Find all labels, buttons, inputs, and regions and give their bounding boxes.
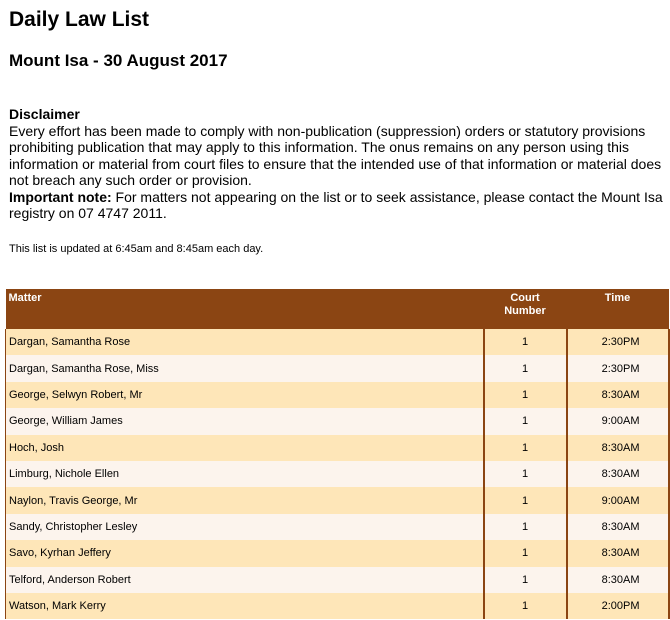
- court-header-line2: Number: [504, 305, 546, 317]
- court-number-cell: 1: [484, 435, 567, 461]
- disclaimer-text: Every effort has been made to comply with non-publication (suppression) orders or statutory provisions prohibiting publication that may apply to this information. The onus remains on any person using this information or material from court files to ensure that the intended use of that information or material does not breach any such order or provision.: [9, 122, 662, 188]
- time-cell: 2:30PM: [567, 329, 669, 355]
- disclaimer-heading: Disclaimer: [9, 106, 80, 122]
- table-row: [6, 487, 669, 513]
- matter-cell: Sandy, Christopher Lesley: [6, 514, 484, 540]
- table-row: [6, 567, 669, 593]
- court-number-cell: 1: [484, 408, 567, 434]
- column-header-time: Time: [567, 289, 669, 329]
- time-cell: 8:30AM: [567, 382, 669, 408]
- matter-cell: Dargan, Samantha Rose: [6, 329, 484, 355]
- time-cell: 8:30AM: [567, 461, 669, 487]
- update-note: This list is updated at 6:45am and 8:45am each day.: [9, 242, 264, 255]
- court-number-cell: 1: [484, 329, 567, 355]
- matter-cell: Watson, Mark Kerry: [6, 593, 484, 619]
- table-row: [6, 461, 669, 487]
- court-number-cell: 1: [484, 567, 567, 593]
- matter-cell: Telford, Anderson Robert: [6, 567, 484, 593]
- matter-cell: Dargan, Samantha Rose, Miss: [6, 355, 484, 381]
- time-cell: 8:30AM: [567, 567, 669, 593]
- important-note-text: For matters not appearing on the list or to seek assistance, please contact the Mount Isa registry on 07 4747 2011.: [9, 188, 663, 221]
- time-cell: 2:00PM: [567, 593, 669, 619]
- time-cell: 8:30AM: [567, 540, 669, 566]
- table-row: [6, 329, 669, 355]
- column-header-matter: Matter: [6, 289, 484, 329]
- important-note: [9, 189, 669, 222]
- court-number-cell: 1: [484, 355, 567, 381]
- table-row: [6, 540, 669, 566]
- time-cell: 9:00AM: [567, 487, 669, 513]
- table-body: [6, 329, 669, 619]
- court-header-line1: Court: [510, 292, 540, 304]
- time-cell: 2:30PM: [567, 355, 669, 381]
- matter-cell: George, William James: [6, 408, 484, 434]
- table-row: [6, 355, 669, 381]
- time-cell: 8:30AM: [567, 514, 669, 540]
- court-number-cell: 1: [484, 461, 567, 487]
- court-number-cell: 1: [484, 540, 567, 566]
- court-number-cell: 1: [484, 593, 567, 619]
- matter-cell: Savo, Kyrhan Jeffery: [6, 540, 484, 566]
- matter-cell: George, Selwyn Robert, Mr: [6, 382, 484, 408]
- court-number-cell: 1: [484, 487, 567, 513]
- page-content: [9, 6, 669, 256]
- page-title: Daily Law List: [9, 8, 150, 31]
- court-number-cell: 1: [484, 514, 567, 540]
- time-cell: 8:30AM: [567, 435, 669, 461]
- table-row: [6, 382, 669, 408]
- table-header-row: [6, 289, 669, 329]
- matter-cell: Limburg, Nichole Ellen: [6, 461, 484, 487]
- page-subtitle: Mount Isa - 30 August 2017: [9, 51, 228, 70]
- table-row: [6, 593, 669, 619]
- matter-cell: Naylon, Travis George, Mr: [6, 487, 484, 513]
- matter-cell: Hoch, Josh: [6, 435, 484, 461]
- important-note-label: Important note:: [9, 188, 112, 205]
- table-row: [6, 435, 669, 461]
- table-row: [6, 408, 669, 434]
- time-cell: 9:00AM: [567, 408, 669, 434]
- disclaimer-block: [9, 106, 669, 222]
- court-number-cell: 1: [484, 382, 567, 408]
- column-header-court-number: [484, 289, 567, 329]
- table-row: [6, 514, 669, 540]
- law-list-table: [5, 289, 670, 619]
